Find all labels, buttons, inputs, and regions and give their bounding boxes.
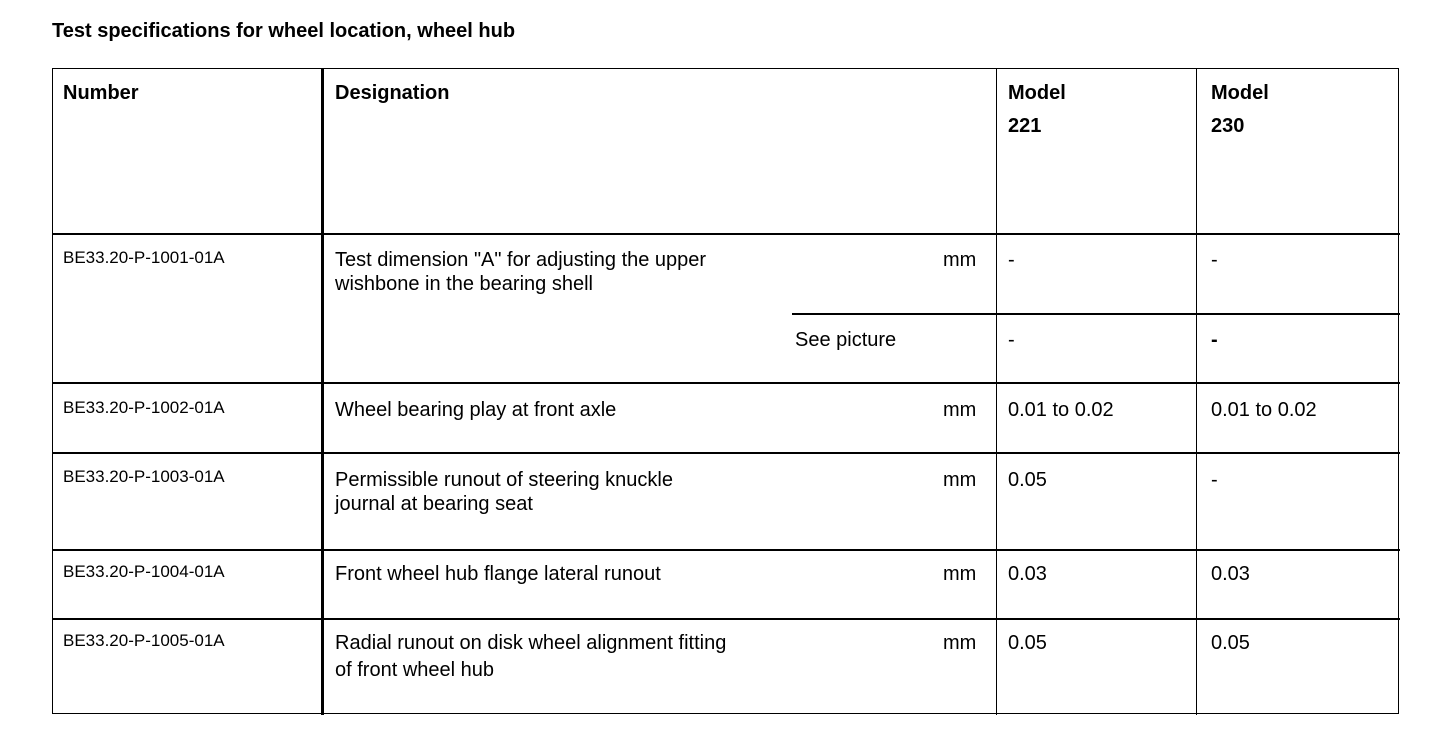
row1-sub-model-230: - <box>1211 329 1218 351</box>
row5-designation <box>335 631 726 682</box>
row1-unit: mm <box>943 249 977 271</box>
header-model-230-line2: 230 <box>1211 115 1245 137</box>
row2-model-221: 0.01 to 0.02 <box>1008 399 1114 421</box>
row1-model-221: - <box>1008 249 1015 271</box>
row5-unit: mm <box>943 632 977 654</box>
row5-designation-line1: Radial runout on disk wheel alignment fitting <box>335 632 727 654</box>
header-model-230 <box>1211 77 1269 143</box>
header-number: Number <box>63 82 139 104</box>
row1-designation-line1: Test dimension "A" for adjusting the upper <box>335 249 707 271</box>
row3-number: BE33.20-P-1003-01A <box>63 467 225 486</box>
header-model-230-line1: Model <box>1211 82 1269 104</box>
divider-row1-sub <box>792 313 1400 315</box>
divider-row3 <box>53 549 1400 551</box>
divider-row2 <box>53 452 1400 454</box>
header-designation: Designation <box>335 82 450 104</box>
row4-designation-line1: Front wheel hub flange lateral runout <box>335 563 661 585</box>
row1-number: BE33.20-P-1001-01A <box>63 248 225 267</box>
row4-model-221: 0.03 <box>1008 563 1047 585</box>
row1-sub-model-221: - <box>1008 329 1015 351</box>
row5-designation-line2: of front wheel hub <box>335 659 494 681</box>
row4-unit: mm <box>943 563 977 585</box>
row1-designation-line2: wishbone in the bearing shell <box>335 273 593 295</box>
row1-designation <box>335 248 706 296</box>
row4-model-230: 0.03 <box>1211 563 1250 585</box>
row5-number: BE33.20-P-1005-01A <box>63 631 225 650</box>
row1-sub-label: See picture <box>795 329 897 351</box>
page-title: Test specifications for wheel location, wheel hub <box>52 20 516 42</box>
row3-model-221: 0.05 <box>1008 469 1047 491</box>
row5-model-221: 0.05 <box>1008 632 1047 654</box>
header-model-221 <box>1008 77 1066 143</box>
spec-table <box>52 68 1399 714</box>
row2-designation-line1: Wheel bearing play at front axle <box>335 399 617 421</box>
row3-designation-line1: Permissible runout of steering knuckle <box>335 469 673 491</box>
row4-number: BE33.20-P-1004-01A <box>63 562 225 581</box>
row3-model-230: - <box>1211 469 1218 491</box>
row2-model-230: 0.01 to 0.02 <box>1211 399 1317 421</box>
header-model-221-line1: Model <box>1008 82 1066 104</box>
row4-designation <box>335 562 661 586</box>
row3-designation-line2: journal at bearing seat <box>335 493 533 515</box>
row2-unit: mm <box>943 399 977 421</box>
row1-model-230: - <box>1211 249 1218 271</box>
row3-unit: mm <box>943 469 977 491</box>
row3-designation <box>335 468 673 516</box>
header-model-221-line2: 221 <box>1008 115 1042 137</box>
divider-header <box>53 233 1400 235</box>
row2-number: BE33.20-P-1002-01A <box>63 398 225 417</box>
divider-row4 <box>53 618 1400 620</box>
row5-model-230: 0.05 <box>1211 632 1250 654</box>
row2-designation <box>335 398 616 422</box>
divider-row1 <box>53 382 1400 384</box>
